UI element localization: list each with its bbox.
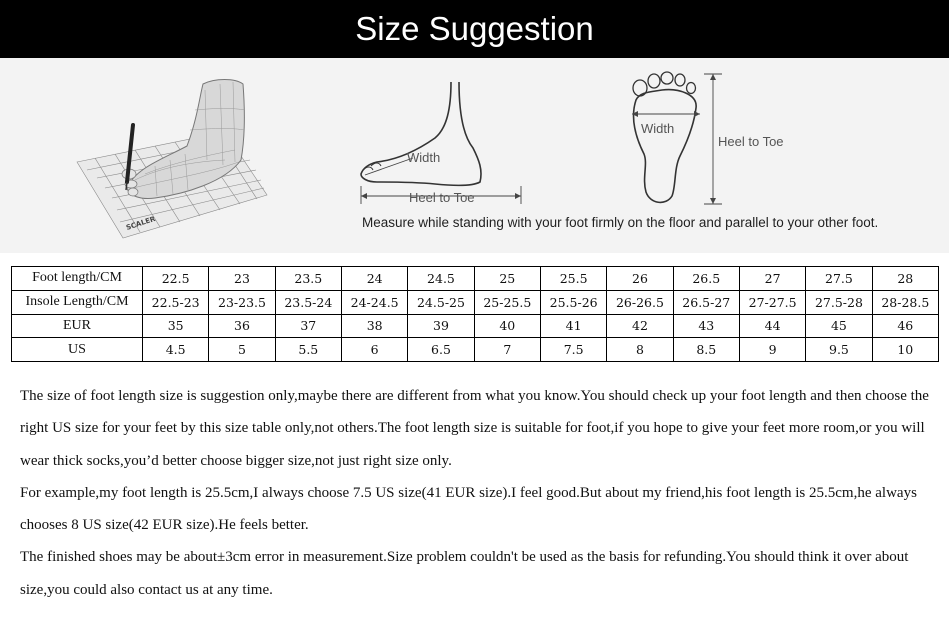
size-table-cell: 24: [341, 267, 407, 291]
size-table-cell: 25.5: [540, 267, 606, 291]
size-table-cell: 9.5: [806, 338, 872, 362]
size-table-cell: 28: [872, 267, 938, 291]
size-table-cell: 42: [607, 314, 673, 338]
size-table-cell: 39: [408, 314, 474, 338]
size-table-cell: 23-23.5: [209, 290, 275, 314]
size-table-cell: 8: [607, 338, 673, 362]
size-table-row: [12, 314, 939, 338]
ruler-brand-text: SCALER: [125, 214, 157, 232]
size-table-cell: 10: [872, 338, 938, 362]
size-table-cell: 44: [739, 314, 805, 338]
description-paragraph-2: For example,my foot length is 25.5cm,I always choose 7.5 US size(41 EUR size).I feel good.But about my friend,his foot length is 25.5cm,he always chooses 8 US size(42 EUR size).He feels better.: [20, 484, 917, 534]
size-table-cell: 26-26.5: [607, 290, 673, 314]
size-table-cell: 24-24.5: [341, 290, 407, 314]
size-table-cell: 5.5: [275, 338, 341, 362]
size-table-cell: 25: [474, 267, 540, 291]
size-chart-table: [11, 266, 939, 362]
size-table-cell: 8.5: [673, 338, 739, 362]
size-table-cell: 6.5: [408, 338, 474, 362]
foot-side-view-image: [355, 78, 525, 208]
size-table-row-label: Foot length/CM: [12, 267, 143, 291]
size-table-cell: 38: [341, 314, 407, 338]
size-table-cell: 41: [540, 314, 606, 338]
description-paragraph-3: The finished shoes may be about±3cm error in measurement.Size problem couldn't be used as the basis for refunding.You should think it over about size,you could also contact us at any time.: [20, 549, 909, 598]
description-paragraph-1: The size of foot length size is suggestion only,maybe there are different from what you know.You should check up your foot length and then choose the right US size for your feet by this size table only,not others.The foot length size is suitable for foot,if you hope to give your feet more room,or you will wear thick socks,you’d better choose bigger size,not just right size only.: [20, 388, 929, 469]
size-table-cell: 6: [341, 338, 407, 362]
size-table-cell: 7: [474, 338, 540, 362]
size-table-cell: 26: [607, 267, 673, 291]
size-table-cell: 35: [143, 314, 209, 338]
size-table-cell: 37: [275, 314, 341, 338]
size-table-cell: 23.5: [275, 267, 341, 291]
size-table-row-label: Insole Length/CM: [12, 290, 143, 314]
size-table-cell: 27-27.5: [739, 290, 805, 314]
foot-3d-measure-image: [75, 70, 270, 245]
size-table-cell: 26.5-27: [673, 290, 739, 314]
size-table-cell: 22.5-23: [143, 290, 209, 314]
size-table-cell: 25-25.5: [474, 290, 540, 314]
size-table-cell: 28-28.5: [872, 290, 938, 314]
foot-sole-view-image: [622, 68, 732, 210]
size-table-cell: 9: [739, 338, 805, 362]
size-table-row: [12, 338, 939, 362]
size-table-cell: 27.5-28: [806, 290, 872, 314]
side-width-label: Width: [407, 150, 441, 165]
size-table-cell: 43: [673, 314, 739, 338]
size-table-cell: 36: [209, 314, 275, 338]
size-table-cell: 40: [474, 314, 540, 338]
size-table-cell: 7.5: [540, 338, 606, 362]
sole-width-label: Width: [641, 121, 675, 136]
size-table-cell: 25.5-26: [540, 290, 606, 314]
size-table-cell: 22.5: [143, 267, 209, 291]
page-title: Size Suggestion: [355, 10, 594, 47]
size-table-cell: 24.5: [408, 267, 474, 291]
header-banner: [0, 0, 949, 58]
size-table-cell: 45: [806, 314, 872, 338]
size-table-row: [12, 267, 939, 291]
size-table-cell: 23: [209, 267, 275, 291]
measure-instruction: Measure while standing with your foot firmly on the floor and parallel to your other foot.: [362, 215, 879, 230]
side-heel-to-toe-label: Heel to Toe: [409, 190, 475, 205]
size-description: [20, 380, 935, 606]
size-table-cell: 27.5: [806, 267, 872, 291]
size-table-cell: 5: [209, 338, 275, 362]
size-table-row-label: EUR: [12, 314, 143, 338]
size-table-cell: 4.5: [143, 338, 209, 362]
size-table-cell: 27: [739, 267, 805, 291]
size-table-row-label: US: [12, 338, 143, 362]
size-table-cell: 24.5-25: [408, 290, 474, 314]
size-table-cell: 26.5: [673, 267, 739, 291]
size-table-cell: 23.5-24: [275, 290, 341, 314]
size-table-cell: 46: [872, 314, 938, 338]
sole-heel-to-toe-label: Heel to Toe: [718, 134, 784, 149]
size-table-row: [12, 290, 939, 314]
